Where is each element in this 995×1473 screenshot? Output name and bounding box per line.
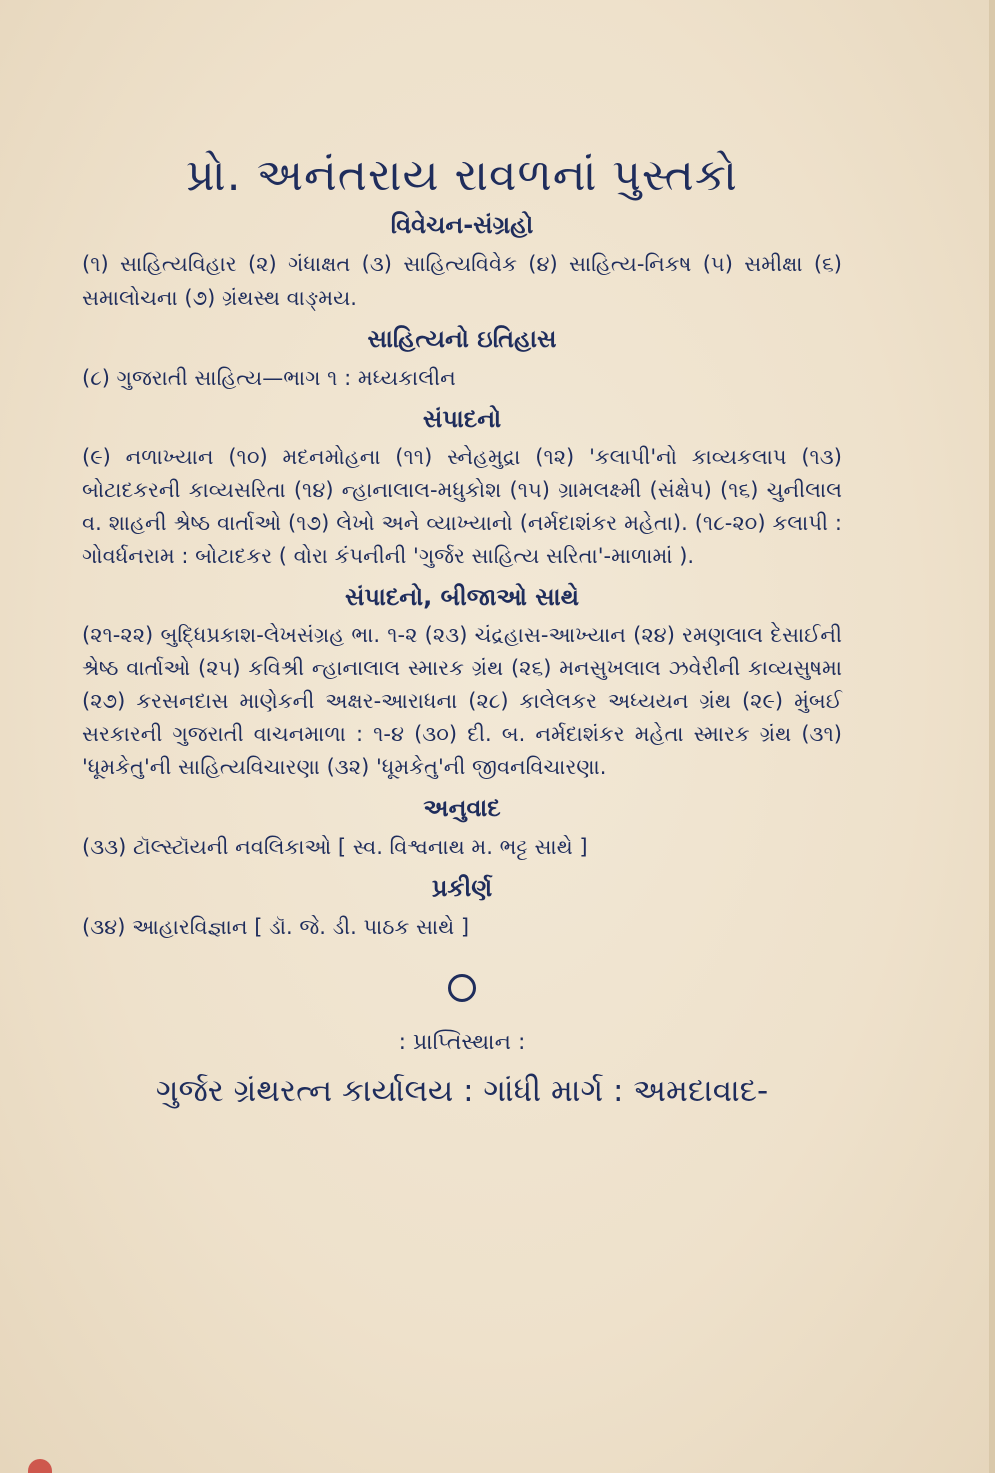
page-edge	[989, 0, 995, 1473]
circle-ornament	[448, 974, 476, 1002]
section-heading: અનુવાદ	[423, 794, 501, 822]
section-criticism	[82, 211, 842, 315]
section-text: (૧) સાહિત્યવિહાર (૨) ગંધાક્ષત (૩) સાહિત્યવિવેક (૪) સાહિત્ય-નિકષ (૫) સમીક્ષા (૬) સમાલોચના (૭) ગ્રંથસ્થ વાઙ્મય.	[82, 252, 842, 310]
section-editions	[82, 405, 842, 573]
section-heading: સંપાદનો	[422, 405, 502, 433]
availability-label: : પ્રાપ્તિસ્થાન :	[398, 1030, 526, 1055]
page-title: પ્રો. અનંતરાય રાવળનાં પુસ્તકો	[186, 150, 738, 201]
section-text: (૩૪) આહારવિજ્ઞાન [ ડૉ. જે. ડી. પાઠક સાથે ]	[82, 915, 470, 939]
section-text: (૨૧-૨૨) બુદ્ધિપ્રકાશ-લેખસંગ્રહ ભા. ૧-૨ (૨૩) ચંદ્રહાસ-આખ્યાન (૨૪) રમણલાલ દેસાઈની શ્રેષ્ઠ વાર્તાઓ (૨૫) કવિશ્રી ન્હાનાલાલ સ્મારક ગ્રંથ (૨૬) મનસુખલાલ ઝવેરીની કાવ્યસુષમા (૨૭) કરસનદાસ માણેકની અક્ષર-આરાધના (૨૮) કાલેલકર અધ્યયન ગ્રંથ (૨૯) મુંબઈ સરકારની ગુજરાતી વાચનમાળા : ૧-૪ (૩૦) દી. બ. નર્મદાશંકર મહેતા સ્મારક ગ્રંથ (૩૧) 'ધૂમકેતુ'ની સાહિત્યવિચારણા (૩૨) 'ધૂમકેતુ'ની જીવનવિચારણા.	[82, 623, 842, 779]
section-heading: પ્રકીર્ણ	[431, 874, 493, 902]
section-joint-editions	[82, 583, 842, 784]
section-translation	[82, 794, 842, 864]
section-miscellaneous	[82, 874, 842, 944]
section-text: (૩૩) ટૉલ્સ્ટૉયની નવલિકાઓ [ સ્વ. વિશ્વનાથ મ. ભટ્ટ સાથે ]	[82, 835, 588, 859]
corner-stain	[28, 1459, 52, 1473]
publisher-address: ગુર્જર ગ્રંથરત્ન કાર્યાલય : ગાંધી માર્ગ : અમદાવાદ-	[155, 1073, 769, 1109]
section-text: (૮) ગુજરાતી સાહિત્ય—ભાગ ૧ : મધ્યકાલીન	[82, 366, 456, 390]
section-history	[82, 325, 842, 395]
section-heading: સાહિત્યનો ઇતિહાસ	[367, 325, 557, 353]
page-content	[82, 150, 842, 1110]
section-heading: સંપાદનો, બીજાઓ સાથે	[344, 583, 580, 611]
section-heading: વિવેચન-સંગ્રહો	[390, 211, 534, 239]
section-text: (૯) નળાખ્યાન (૧૦) મદનમોહના (૧૧) સ્નેહમુદ્રા (૧૨) 'કલાપી'નો કાવ્યકલાપ (૧૩) બોટાદકરની કાવ્યસરિતા (૧૪) ન્હાનાલાલ-મધુકોશ (૧૫) ગ્રામલક્ષ્મી (સંક્ષેપ) (૧૬) ચુનીલાલ વ. શાહની શ્રેષ્ઠ વાર્તાઓ (૧૭) લેખો અને વ્યાખ્યાનો (નર્મદાશંકર મહેતા). (૧૮-૨૦) કલાપી : ગોવર્ધનરામ : બોટાદકર ( વોરા કંપનીની 'ગુર્જર સાહિત્ય સરિતા'-માળામાં ).	[82, 445, 842, 568]
